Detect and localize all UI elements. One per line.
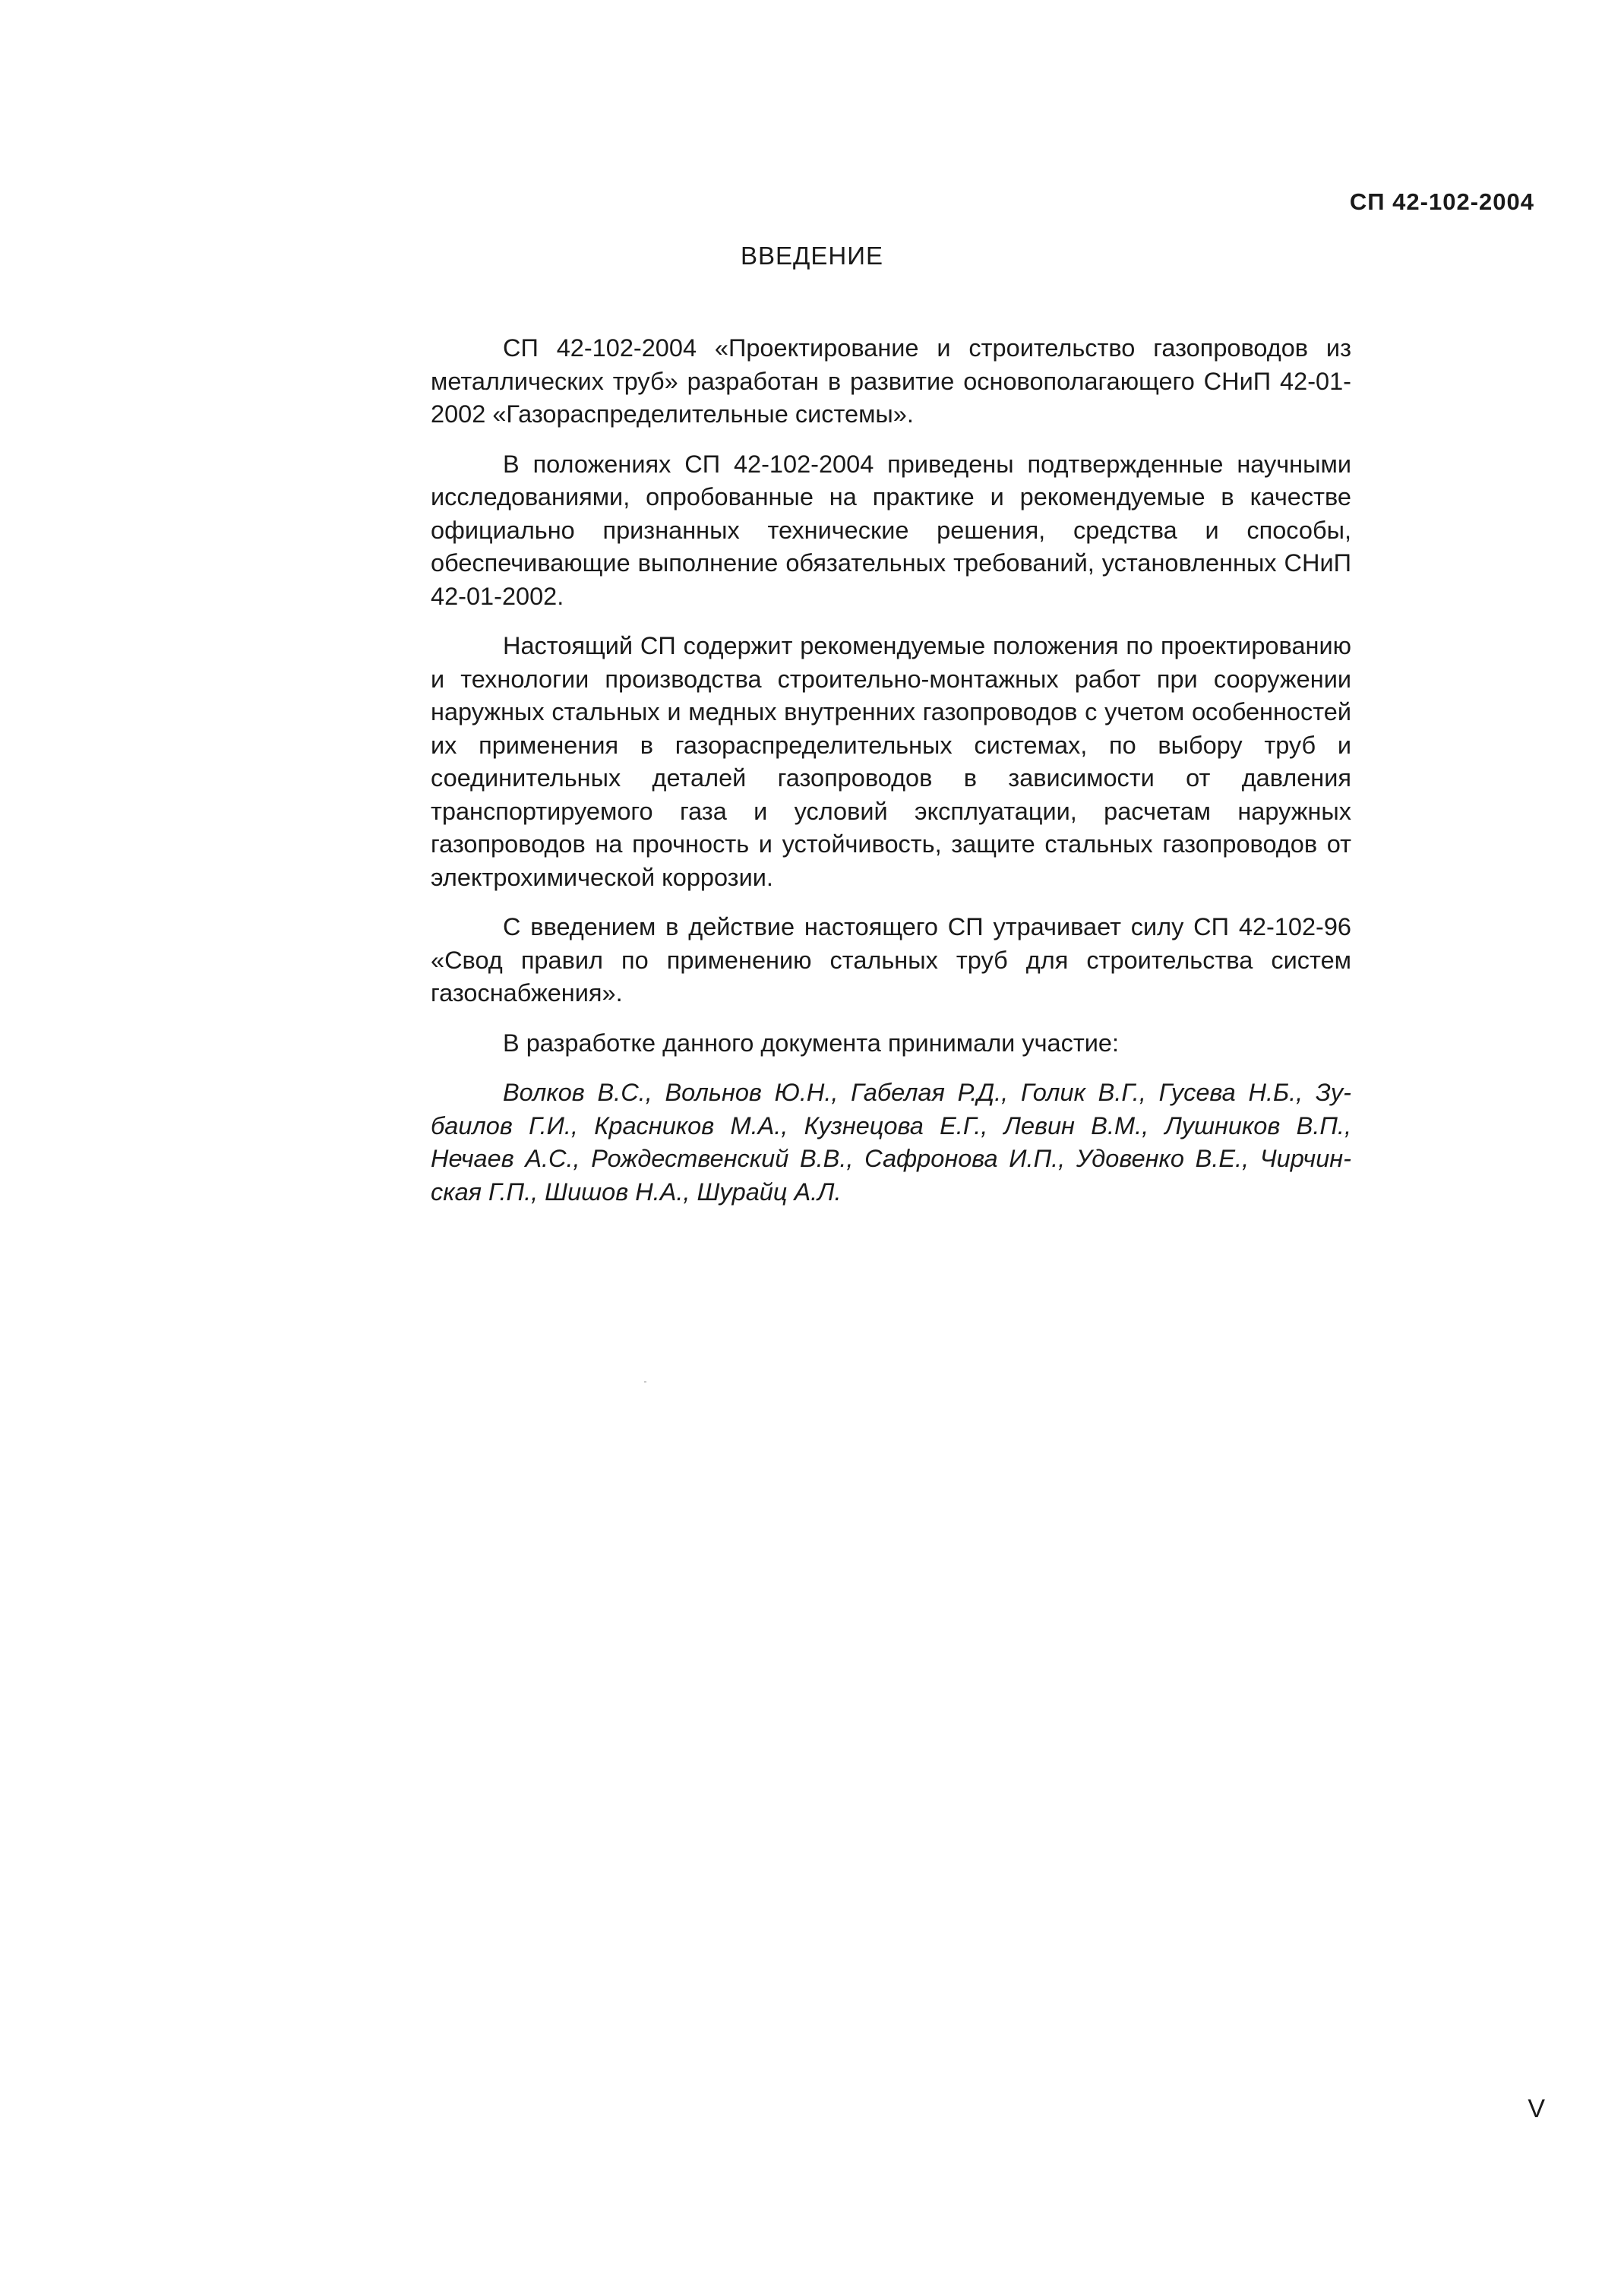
- body-text: [431, 332, 1351, 1225]
- paragraph-authors: Волков В.С., Вольнов Ю.Н., Габелая Р.Д., Голик В.Г., Гусева Н.Б., Зубаилов Г.И., Красников М.А., Кузнецова Е.Г., Левин В.М., Лушников В.П., Нечаев А.С., Рождественский В.В., Сафронова И.П., Удовенко В.Е., Чирчинская Г.П., Шишов Н.А., Шурайц А.Л.: [431, 1079, 1351, 1206]
- document-code: СП 42-102-2004: [1349, 188, 1534, 215]
- paragraph-provisions: В положениях СП 42-102-2004 приведены подтвержденные научными исследованиями, опробованные на практике и рекомендуемые в качестве официально признанных технические решения, средства и способы, обеспечивающие выполнение обязательных требований, установленных СНиП 42-01-2002.: [431, 450, 1351, 610]
- section-title: ВВЕДЕНИЕ: [741, 242, 883, 270]
- paragraph-contributors-intro: В разработке данного документа принимали участие:: [503, 1029, 1119, 1057]
- paragraph-intro: СП 42-102-2004 «Проектирование и строительство газопроводов из металлических труб» разработан в развитие основополагающего СНиП 42-01-2002 «Газораспределительные системы».: [431, 334, 1351, 428]
- paragraph-supersedes: С введением в действие настоящего СП утрачивает силу СП 42-102-96 «Свод правил по применению стальных труб для строительства систем газоснабжения».: [431, 913, 1351, 1007]
- scan-artifact: [644, 1381, 646, 1383]
- page-number: V: [1528, 2094, 1545, 2123]
- paragraph-scope: Настоящий СП содержит рекомендуемые положения по проектированию и технологии производства строительно-монтажных работ при сооружении наружных стальных и медных внутренних газопроводов с учетом особенностей их применения в газораспределительных системах, по выбору труб и соединительных деталей газопроводов в зависимости от давления транспортируемого газа и условий эксплуатации, расчетам наружных газопроводов на прочность и устойчивость, защите стальных газопроводов от электрохимической коррозии.: [431, 632, 1351, 891]
